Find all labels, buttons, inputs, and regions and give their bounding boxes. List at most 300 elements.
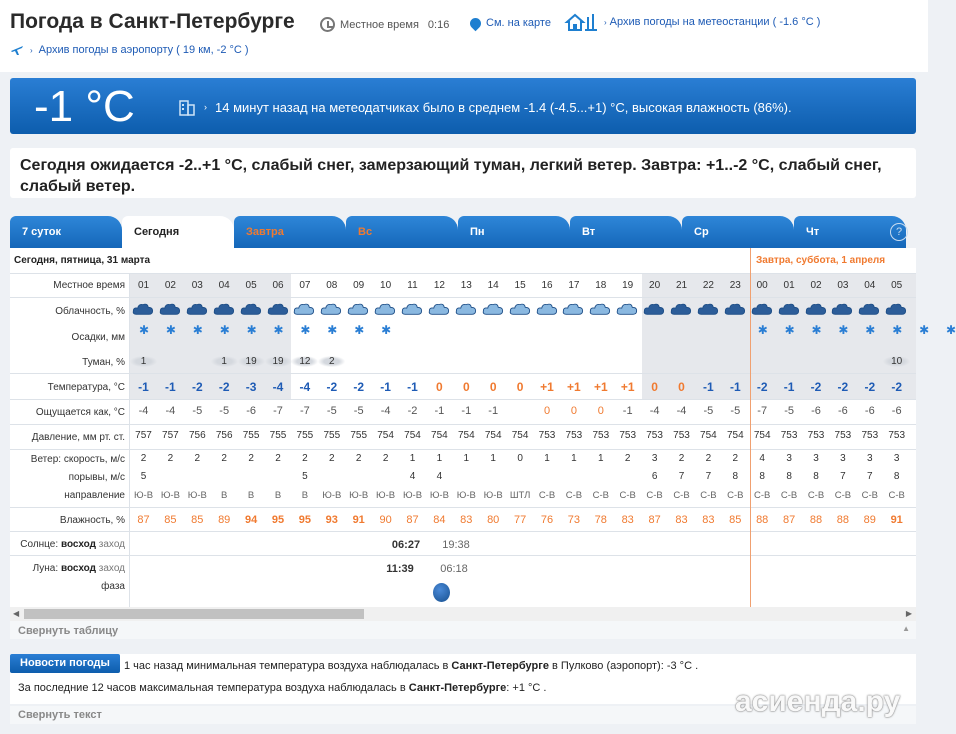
tab-3[interactable]: Вс xyxy=(346,216,458,249)
feels-cell: -6 xyxy=(838,405,848,417)
wind-cell: 2 xyxy=(732,453,739,464)
temp-cell: -2 xyxy=(353,380,365,394)
cloud-icon xyxy=(454,302,478,316)
direction-cell: Ю-В xyxy=(456,490,476,501)
wind-cell: 2 xyxy=(302,453,308,464)
feels-cell: -6 xyxy=(864,405,875,417)
chevron-right-icon: › xyxy=(204,102,207,112)
hours-cell: 11 xyxy=(407,280,418,291)
temp-cell: +1 xyxy=(620,380,635,394)
direction-cell: Ю-В xyxy=(187,490,207,501)
tab-0[interactable]: 7 суток xyxy=(10,216,122,249)
humidity-cell: 87 xyxy=(782,514,796,526)
temp-cell: 0 xyxy=(436,380,443,394)
scroll-thumb[interactable] xyxy=(24,609,364,619)
wind-cell: 2 xyxy=(248,453,254,464)
humidity-cell: 73 xyxy=(567,514,581,526)
map-link-text[interactable]: См. на карте xyxy=(486,17,551,29)
cloud-icon xyxy=(481,302,505,316)
direction-cell: Ю-В xyxy=(322,490,342,501)
pressure-cell: 753 xyxy=(888,430,906,441)
direction-cell: Ю-В xyxy=(429,490,449,501)
weather-station-icon xyxy=(565,13,599,31)
cloud-icon xyxy=(508,302,532,316)
tomorrow-date: Завтра, суббота, 1 апреля xyxy=(756,255,886,266)
pressure-cell: 754 xyxy=(377,430,394,441)
humidity-cell: 78 xyxy=(594,514,607,526)
cloud-icon xyxy=(669,302,693,316)
gusts-cell: 5 xyxy=(302,471,308,482)
wind-cell: 2 xyxy=(275,453,281,464)
wind-cell: 2 xyxy=(382,453,389,464)
direction-cell: Ю-В xyxy=(376,490,396,501)
gusts-cell: 4 xyxy=(436,471,443,482)
direction-cell: С-В xyxy=(727,490,744,501)
chevron-up-icon: ▲ xyxy=(902,624,910,633)
temp-cell: -1 xyxy=(703,380,714,394)
wind-cell: 4 xyxy=(759,453,765,464)
humidity-cell: 91 xyxy=(352,514,365,526)
humidity-cell: 88 xyxy=(756,514,769,526)
humidity-cell: 89 xyxy=(218,514,231,526)
temp-cell: -2 xyxy=(837,380,849,394)
hours-cell: 04 xyxy=(864,280,876,291)
moon-rise-word: восход xyxy=(60,563,96,574)
feels-cell: -5 xyxy=(784,405,794,417)
feels-cell: 0 xyxy=(543,405,551,417)
snowflake-icon: ✱ xyxy=(784,323,795,337)
collapse-table-button[interactable] xyxy=(10,621,916,639)
wind-cell: 2 xyxy=(705,453,712,464)
hours-cell: 15 xyxy=(514,280,526,291)
humidity-cell: 87 xyxy=(137,514,150,526)
cloud-icon xyxy=(131,302,155,316)
news-line-2-end: : +1 °C . xyxy=(506,682,547,694)
fog-cell: 10 xyxy=(883,356,910,367)
hours-cell: 22 xyxy=(702,280,714,291)
moon-row xyxy=(10,556,916,608)
direction-cell: С-В xyxy=(834,490,852,501)
pressure-cell: 753 xyxy=(565,430,583,441)
direction-cell: В xyxy=(247,490,255,501)
direction-cell: С-В xyxy=(565,490,583,501)
direction-cell: С-В xyxy=(592,490,609,501)
time-label: Местное время xyxy=(53,280,125,291)
chevron-right-icon: › xyxy=(604,17,607,27)
feels-cell: -7 xyxy=(273,405,283,417)
cloud-icon xyxy=(696,302,720,316)
tab-5[interactable]: Вт xyxy=(570,216,682,249)
hours-cell: 20 xyxy=(649,280,661,291)
temp-cell: +1 xyxy=(540,380,554,394)
direction-cell: С-В xyxy=(619,490,636,501)
direction-cell: С-В xyxy=(807,490,825,501)
wind-cell: 1 xyxy=(544,453,550,464)
news-line-1-text: 1 час назад минимальная температура воздуха наблюдалась в xyxy=(124,660,452,672)
moon-label xyxy=(10,563,129,574)
feels-cell: -4 xyxy=(649,405,660,417)
temp-cell: -1 xyxy=(783,380,795,394)
humidity-cell: 91 xyxy=(890,514,903,526)
cloud-icon xyxy=(723,302,747,316)
feels-cell: 0 xyxy=(570,405,577,417)
pressure-cell: 754 xyxy=(457,430,475,441)
airport-archive-link[interactable]: Архив погоды в аэропорту ( 19 км, -2 °C ) xyxy=(38,44,249,56)
current-temperature: -1 °C xyxy=(34,82,135,131)
tab-2[interactable]: Завтра xyxy=(234,216,346,249)
pressure-cell: 756 xyxy=(215,430,233,441)
temp-cell: +1 xyxy=(593,380,608,394)
tab-4[interactable]: Пн xyxy=(458,216,570,249)
direction-cell: С-В xyxy=(754,490,771,501)
gusts-cell: 8 xyxy=(786,471,792,482)
feels-cell: -6 xyxy=(246,405,256,417)
wind-cell: 1 xyxy=(463,453,470,464)
direction-cell: ШТЛ xyxy=(509,490,531,501)
cloud-label: Облачность, % xyxy=(55,306,125,317)
station-archive-link[interactable]: Архив погоды на метеостанции ( -1.6 °C ) xyxy=(609,16,821,28)
moon-prefix: Луна: xyxy=(32,563,59,574)
direction-cell: Ю-В xyxy=(483,490,503,501)
hours-cell: 00 xyxy=(756,280,768,291)
feels-label: Ощущается как, °С xyxy=(35,407,125,418)
wind-cell: 3 xyxy=(786,453,792,464)
snowflake-icon: ✱ xyxy=(246,323,257,337)
temp-cell: 0 xyxy=(462,380,470,394)
sensor-message-text: 14 минут назад на метеодатчиках было в среднем -1.4 (-4.5...+1) °C, высокая влажность (86%). xyxy=(215,99,792,115)
pressure-cell: 755 xyxy=(323,430,341,441)
wind-cell: 3 xyxy=(840,453,846,464)
watermark: асиенда.ру xyxy=(735,685,901,718)
sun-set-word: заход xyxy=(98,539,125,550)
pressure-cell: 756 xyxy=(188,430,206,441)
pressure-cell: 754 xyxy=(753,430,771,441)
cloud-icon xyxy=(777,302,801,316)
direction-label: направление xyxy=(64,490,125,501)
grid-line xyxy=(129,274,130,608)
wind-cell: 2 xyxy=(355,453,362,464)
temp-cell: -4 xyxy=(299,380,311,394)
date-row xyxy=(10,248,916,274)
feels-cell: -1 xyxy=(461,405,472,417)
snowflake-icon: ✱ xyxy=(165,323,176,337)
gusts-cell: 8 xyxy=(813,471,819,482)
cloud-icon xyxy=(239,302,263,316)
snowflake-icon: ✱ xyxy=(300,323,311,337)
humidity-cell: 88 xyxy=(836,514,850,526)
airport-archive[interactable] xyxy=(10,43,249,57)
cloud-icon xyxy=(266,302,290,316)
feels-cell: -7 xyxy=(757,405,768,417)
hours-cell: 19 xyxy=(622,280,634,291)
humidity-cell: 87 xyxy=(648,514,661,526)
fog-cell: 1 xyxy=(211,356,238,367)
humidity-label: Влажность, % xyxy=(59,515,125,526)
snowflake-icon: ✱ xyxy=(381,323,392,337)
direction-cell: С-В xyxy=(780,490,798,501)
moon-set-word: заход xyxy=(98,563,125,574)
snowflake-icon: ✱ xyxy=(919,323,930,337)
temp-label: Температура, °С xyxy=(47,382,125,393)
feels-cell: -7 xyxy=(300,405,310,417)
temp-cell: 0 xyxy=(678,380,685,394)
cloud-icon xyxy=(588,302,612,316)
cloud-icon xyxy=(561,302,585,316)
cloud-icon xyxy=(804,302,828,316)
feels-cell: -5 xyxy=(703,405,714,417)
direction-cell: Ю-В xyxy=(402,490,423,501)
temp-cell: -1 xyxy=(729,380,741,394)
cloud-icon xyxy=(212,302,236,316)
today-date: Сегодня, пятница, 31 марта xyxy=(14,255,151,266)
wind-cell: 3 xyxy=(867,453,873,464)
feels-cell: -1 xyxy=(434,405,445,417)
cloud-icon xyxy=(884,302,908,316)
map-pin-icon xyxy=(468,15,484,31)
humidity-cell: 89 xyxy=(863,514,876,526)
snowflake-icon: ✱ xyxy=(273,323,284,337)
snowflake-icon: ✱ xyxy=(865,323,876,337)
news-button[interactable]: Новости погоды xyxy=(10,654,120,673)
cloud-icon xyxy=(400,302,424,316)
cloud-icon xyxy=(830,302,854,316)
snowflake-icon: ✱ xyxy=(354,323,365,337)
cloud-icon xyxy=(615,302,639,316)
tab-7[interactable]: Чт xyxy=(794,216,906,249)
temp-cell: -1 xyxy=(380,380,391,394)
temp-cell: -2 xyxy=(326,380,338,394)
pressure-cell: 754 xyxy=(484,430,502,441)
direction-cell: Ю-В xyxy=(160,490,180,501)
pressure-cell: 757 xyxy=(162,430,179,441)
day-tabs xyxy=(10,216,916,248)
humidity-cell: 80 xyxy=(487,514,500,526)
building-icon xyxy=(178,98,196,116)
wind-cell: 3 xyxy=(893,453,900,464)
fog-cell: 19 xyxy=(265,356,292,367)
help-icon[interactable]: ? xyxy=(890,223,908,241)
hours-cell: 14 xyxy=(487,280,499,291)
pressure-cell: 755 xyxy=(242,430,260,441)
sun-rise-word: восход xyxy=(60,539,96,550)
feels-cell: -6 xyxy=(811,405,821,417)
temp-cell: -2 xyxy=(191,380,203,394)
direction-cell: С-В xyxy=(646,490,663,501)
direction-cell: В xyxy=(274,490,282,501)
humidity-cell: 85 xyxy=(729,514,742,526)
wind-cell: 1 xyxy=(409,453,416,464)
temp-cell: -2 xyxy=(891,380,903,394)
cloud-icon xyxy=(535,302,559,316)
scroll-right-icon[interactable]: ▶ xyxy=(905,609,912,618)
news-line-1-end: в Пулково (аэропорт): -3 °C . xyxy=(548,660,699,672)
pressure-cell: 754 xyxy=(726,430,744,441)
humidity-cell: 94 xyxy=(244,514,258,526)
news-line-2 xyxy=(18,682,546,694)
humidity-cell: 77 xyxy=(513,514,527,526)
fog-label: Туман, % xyxy=(82,357,125,368)
scroll-left-icon[interactable]: ◀ xyxy=(13,609,20,618)
pressure-cell: 755 xyxy=(269,430,287,441)
pressure-cell: 753 xyxy=(807,430,825,441)
pressure-cell: 755 xyxy=(350,430,368,441)
cloud-icon xyxy=(319,302,343,316)
direction-cell: Ю-В xyxy=(349,490,369,501)
fog-cell: 2 xyxy=(318,356,345,367)
gusts-cell: 6 xyxy=(651,471,658,482)
feels-cell: -1 xyxy=(622,405,633,417)
temp-cell: +1 xyxy=(567,380,581,394)
snowflake-icon: ✱ xyxy=(838,323,849,337)
wind-cell: 1 xyxy=(598,453,604,464)
temp-cell: 0 xyxy=(489,380,497,394)
pressure-cell: 754 xyxy=(431,430,448,441)
snowflake-icon: ✱ xyxy=(139,323,150,337)
news-line-2-city: Санкт-Петербурге xyxy=(408,682,507,694)
direction-cell: В xyxy=(221,490,228,501)
direction-cell: В xyxy=(301,490,309,501)
humidity-cell: 93 xyxy=(325,514,338,526)
humidity-cell: 83 xyxy=(460,514,473,526)
hours-cell: 01 xyxy=(137,280,150,291)
feels-cell: -5 xyxy=(326,405,337,417)
tab-1[interactable]: Сегодня xyxy=(122,216,234,249)
feels-cell: -4 xyxy=(380,405,391,417)
hours-cell: 07 xyxy=(299,280,311,291)
wind-cell: 1 xyxy=(571,453,577,464)
temp-cell: -4 xyxy=(272,380,284,394)
pressure-cell: 753 xyxy=(780,430,798,441)
wind-speed-label: Ветер: скорость, м/с xyxy=(30,454,125,465)
map-link[interactable] xyxy=(470,17,551,29)
wind-cell: 2 xyxy=(624,453,631,464)
direction-cell: С-В xyxy=(700,490,717,501)
page-title: Погода в Санкт-Петербурге xyxy=(10,10,295,33)
local-time xyxy=(320,17,449,32)
local-time-label: Местное время xyxy=(340,18,419,31)
direction-cell: С-В xyxy=(861,490,878,501)
collapse-text-label[interactable]: Свернуть текст xyxy=(18,709,102,721)
hours-cell: 09 xyxy=(353,280,365,291)
wind-cell: 2 xyxy=(194,453,201,464)
fog-cell: 1 xyxy=(130,356,157,367)
snowflake-icon: ✱ xyxy=(192,323,203,337)
precip-label: Осадки, мм xyxy=(71,332,125,343)
cloud-icon xyxy=(857,302,881,316)
temp-cell: -2 xyxy=(756,380,768,394)
wind-cell: 2 xyxy=(221,453,227,464)
news-line-1-city: Санкт-Петербурге xyxy=(451,660,549,672)
hours-cell: 08 xyxy=(326,280,338,291)
humidity-cell: 85 xyxy=(191,514,204,526)
pressure-cell: 757 xyxy=(135,430,152,441)
hours-cell: 12 xyxy=(433,280,445,291)
pressure-cell: 755 xyxy=(296,430,314,441)
pressure-cell: 753 xyxy=(861,430,879,441)
hours-cell: 02 xyxy=(810,280,822,291)
hours-cell: 05 xyxy=(245,280,257,291)
humidity-cell: 84 xyxy=(433,514,446,526)
sunrise-time: 06:27 xyxy=(391,539,421,551)
pressure-cell: 754 xyxy=(404,430,421,441)
news-line-1 xyxy=(124,660,698,672)
snowflake-icon: ✱ xyxy=(757,323,768,337)
pressure-cell: 754 xyxy=(511,430,529,441)
gusts-cell: 7 xyxy=(678,471,685,482)
wind-cell: 2 xyxy=(678,453,685,464)
humidity-cell: 83 xyxy=(675,514,688,526)
feels-cell: -5 xyxy=(353,405,364,417)
hours-cell: 18 xyxy=(595,280,607,291)
snowflake-icon: ✱ xyxy=(892,323,903,337)
hours-cell: 10 xyxy=(380,280,392,291)
collapse-table-label[interactable]: Свернуть таблицу xyxy=(18,625,119,637)
wind-cell: 1 xyxy=(436,453,443,464)
local-time-value: 0:16 xyxy=(427,18,450,31)
pressure-cell: 753 xyxy=(673,430,690,441)
direction-cell: С-В xyxy=(673,490,690,501)
temp-cell: -2 xyxy=(810,380,822,394)
temp-cell: -2 xyxy=(864,380,876,394)
hours-cell: 01 xyxy=(783,280,795,291)
temp-cell: -1 xyxy=(138,380,149,394)
forecast-summary: Сегодня ожидается -2..+1 °C, слабый снег, замерзающий туман, легкий ветер. Завтра: +1..-2 °C, слабый снег, слабый ветер. xyxy=(10,148,916,198)
feels-cell: -5 xyxy=(219,405,230,417)
gusts-cell: 7 xyxy=(705,471,712,482)
feels-cell: -4 xyxy=(165,405,176,417)
humidity-cell: 76 xyxy=(540,514,554,526)
gusts-cell: 7 xyxy=(867,471,873,482)
humidity-cell: 85 xyxy=(164,514,177,526)
wind-cell: 2 xyxy=(140,453,147,464)
wind-cell: 3 xyxy=(651,453,658,464)
cloud-icon xyxy=(346,302,370,316)
wind-cell: 3 xyxy=(813,453,819,464)
pressure-cell: 753 xyxy=(834,430,852,441)
feels-cell: -4 xyxy=(138,405,149,417)
direction-cell: С-В xyxy=(888,490,905,501)
humidity-cell: 95 xyxy=(271,514,285,526)
hours-cell: 03 xyxy=(837,280,849,291)
hours-cell: 04 xyxy=(218,280,230,291)
cloud-icon xyxy=(158,302,182,316)
sensor-message xyxy=(178,98,792,116)
clock-icon xyxy=(320,17,335,32)
wind-cell: 2 xyxy=(329,453,335,464)
humidity-cell: 90 xyxy=(379,514,392,526)
snowflake-icon: ✱ xyxy=(219,323,230,337)
humidity-cell: 87 xyxy=(406,514,419,526)
direction-cell: С-В xyxy=(538,490,556,501)
table-scrollbar[interactable] xyxy=(10,607,916,621)
wind-cell: 1 xyxy=(490,453,496,464)
station-archive[interactable] xyxy=(565,13,820,31)
gusts-cell: 8 xyxy=(893,471,900,482)
tab-6[interactable]: Ср xyxy=(682,216,794,249)
gusts-label: порывы, м/с xyxy=(68,472,125,483)
direction-cell: Ю-В xyxy=(133,490,154,501)
pressure-cell: 753 xyxy=(538,430,556,441)
temp-cell: -3 xyxy=(245,380,257,394)
sun-label xyxy=(10,539,129,550)
humidity-cell: 95 xyxy=(298,514,312,526)
phase-label: фаза xyxy=(101,581,125,592)
airplane-icon xyxy=(10,43,24,57)
cloud-icon xyxy=(292,302,316,316)
wind-cell: 2 xyxy=(167,453,174,464)
moon-phase-icon xyxy=(433,583,450,602)
feels-cell: -5 xyxy=(192,405,203,417)
